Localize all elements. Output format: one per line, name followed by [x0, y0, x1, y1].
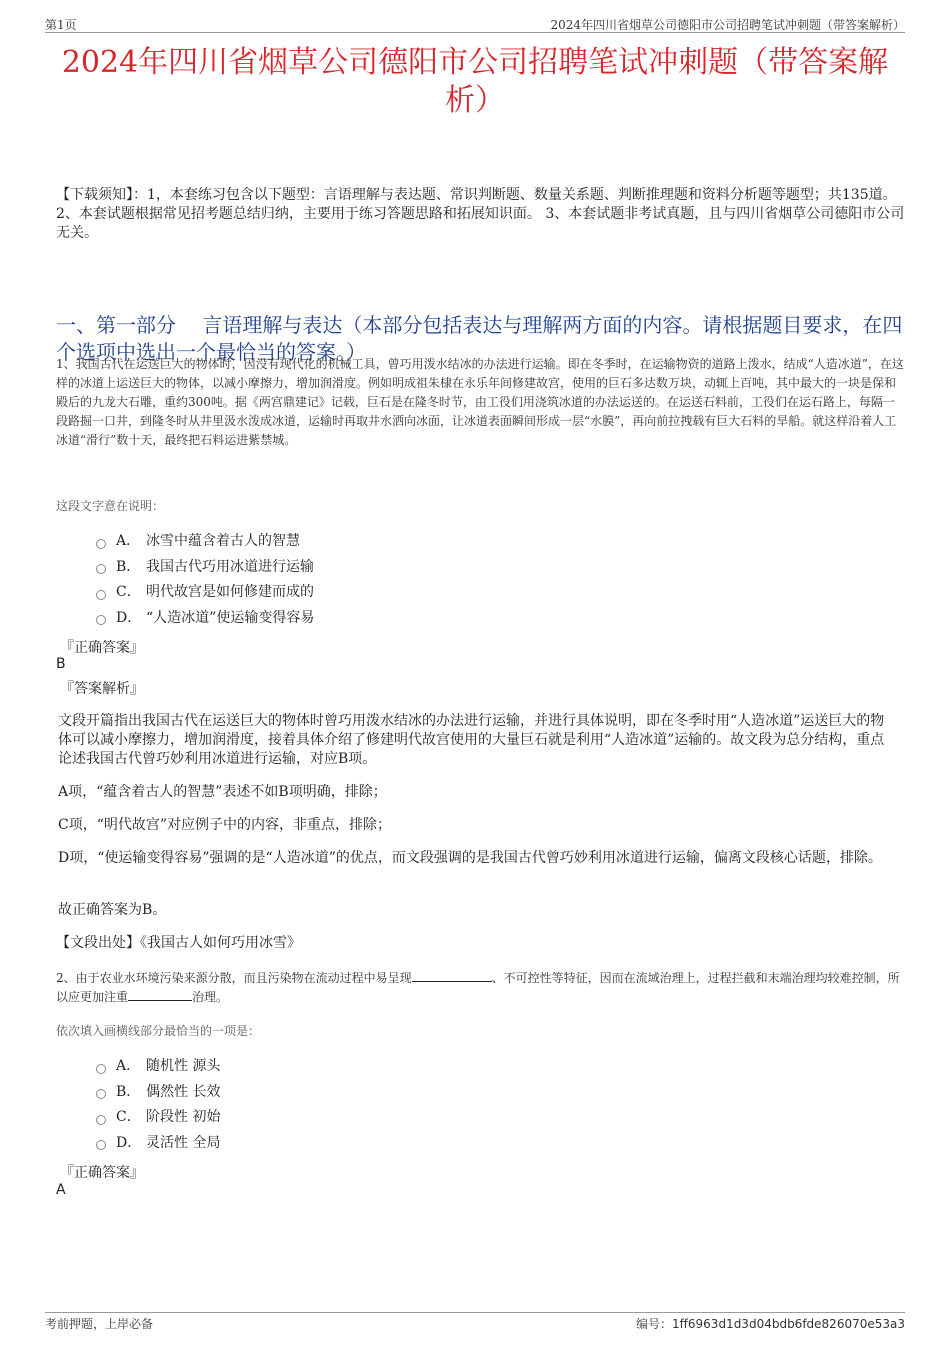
radio-icon[interactable]: [96, 615, 106, 625]
option-text: 阶段性 初始: [146, 1109, 221, 1126]
page-header: [45, 14, 905, 33]
answer-label: 『正确答案』: [60, 1165, 144, 1181]
radio-icon[interactable]: [96, 590, 106, 600]
answer-value: A: [56, 1182, 66, 1198]
page-footer: [45, 1312, 905, 1333]
fill-blank-1: [412, 969, 492, 982]
analysis-option-c: C项，“明代故宫”对应例子中的内容，非重点，排除；: [58, 817, 392, 833]
section-title: 一、第一部分 言语理解与表达（本部分包括表达与理解两方面的内容。请根据题目要求，在四个选项中选出一个最恰当的答案。）: [56, 313, 903, 364]
answer-label: 『正确答案』: [60, 640, 144, 656]
option-text: 偶然性 长效: [146, 1083, 221, 1100]
question-1-stem: 1、我国古代在运送巨大的物体时，因没有现代化的机械工具，曾巧用泼水结冰的办法进行运输。即在冬季时，在运输物资的道路上泼水，结成“人造冰道”，在这样的冰道上运送巨大的物体，以减小摩擦力，增加润滑度。例如明成祖朱棣在永乐年间修建故宫，使用的巨石多达数万块，动辄上百吨，其中最大的一块是保和殿后的九龙大石雕，重约300吨。据《两宫鼎建记》记载，巨石是在隆冬时节，由工役们用浇筑冰道的办法运送的。在运送石料前，工役们在运石路上，每隔一段路掘一口井，到隆冬时从井里汲水泼成冰道，运输时再取井水洒向冰面，让冰道表面瞬间形成一层“水膜”，再向前拉拽载有巨大石料的旱船。就这样沿着人工冰道“滑行”数十天，最终把石料运进紫禁城。: [56, 357, 904, 447]
option-text: 我国古代巧用冰道进行运输: [146, 558, 314, 575]
analysis-option-d: D项，“使运输变得容易”强调的是“人造冰道”的优点，而文段强调的是我国古代曾巧妙利用冰道进行运输，偏离文段核心话题，排除。: [58, 850, 882, 866]
option-text: 明代故宫是如何修建而成的: [146, 584, 314, 601]
footer-code: 编号：1ff6963d1d3d04bdb6fde826070e53a3: [635, 1317, 905, 1331]
option-text: 灵活性 全局: [146, 1134, 221, 1151]
option-b[interactable]: B． 我国古代巧用冰道进行运输: [96, 555, 314, 581]
question-2-prompt: 依次填入画横线部分最恰当的一项是：: [56, 1024, 261, 1038]
radio-icon[interactable]: [96, 1115, 106, 1125]
radio-icon[interactable]: [96, 1140, 106, 1150]
option-text: “人造冰道”使运输变得容易: [146, 609, 315, 626]
header-doc-title: 2024年四川省烟草公司德阳市公司招聘笔试冲刺题（带答案解析）: [550, 18, 905, 32]
footer-slogan: 考前押题，上岸必备: [45, 1317, 154, 1331]
option-b[interactable]: B． 偶然性 长效: [96, 1080, 220, 1106]
option-a[interactable]: A． 冰雪中蕴含着古人的智慧: [96, 529, 314, 555]
fill-blank-2: [128, 988, 192, 1001]
question-2-options: [96, 1054, 220, 1156]
option-text: 冰雪中蕴含着古人的智慧: [146, 533, 300, 550]
option-d[interactable]: D． 灵活性 全局: [96, 1131, 220, 1157]
radio-icon[interactable]: [96, 1064, 106, 1074]
option-c[interactable]: C． 阶段性 初始: [96, 1105, 220, 1131]
answer-value: B: [56, 656, 66, 672]
question-1-options: [96, 529, 314, 631]
option-text: 随机性 源头: [146, 1058, 221, 1075]
radio-icon[interactable]: [96, 1089, 106, 1099]
analysis-option-a: A项，“蕴含着古人的智慧”表述不如B项明确，排除；: [58, 784, 387, 800]
question-2-stem: 2、由于农业水环境污染来源分散，而且污染物在流动过程中易呈现 、不可控性等特征，因而在流域治理上，过程拦截和末端治理均较难控制，所以应更加注重 治理。: [56, 971, 900, 1004]
download-notice: 【下载须知】：1，本套练习包含以下题型：言语理解与表达题、常识判断题、数量关系题、判断推理题和资料分析题等题型；共135道。 2、本套试题根据常见招考题总结归纳，主要用于练习答题思路和拓展知识面。 3、本套试题非考试真题，且与四川省烟草公司德阳市公司无关。: [56, 187, 905, 241]
option-d[interactable]: D． “人造冰道”使运输变得容易: [96, 606, 314, 632]
analysis-conclusion: 故正确答案为B。: [58, 902, 167, 918]
page-number: 第1页: [45, 18, 77, 32]
radio-icon[interactable]: [96, 539, 106, 549]
analysis-label: 『答案解析』: [60, 681, 144, 697]
question-1-prompt: 这段文字意在说明：: [56, 499, 165, 513]
source-citation: 【文段出处】《我国古人如何巧用冰雪》: [56, 935, 301, 951]
analysis-paragraph: 文段开篇指出我国古代在运送巨大的物体时曾巧用泼水结冰的办法进行运输，并进行具体说明，即在冬季时用“人造冰道”运送巨大的物体可以减小摩擦力，增加润滑度，接着具体介绍了修建明代故宫使用的大量巨石就是利用“人造冰道”运输的。故文段为总分结构，重点论述我国古代曾巧妙利用冰道进行运输，对应B项。: [58, 713, 885, 767]
option-c[interactable]: C． 明代故宫是如何修建而成的: [96, 580, 314, 606]
radio-icon[interactable]: [96, 564, 106, 574]
document-title: 2024年四川省烟草公司德阳市公司招聘笔试冲刺题（带答案解析）: [61, 45, 889, 118]
option-a[interactable]: A． 随机性 源头: [96, 1054, 220, 1080]
